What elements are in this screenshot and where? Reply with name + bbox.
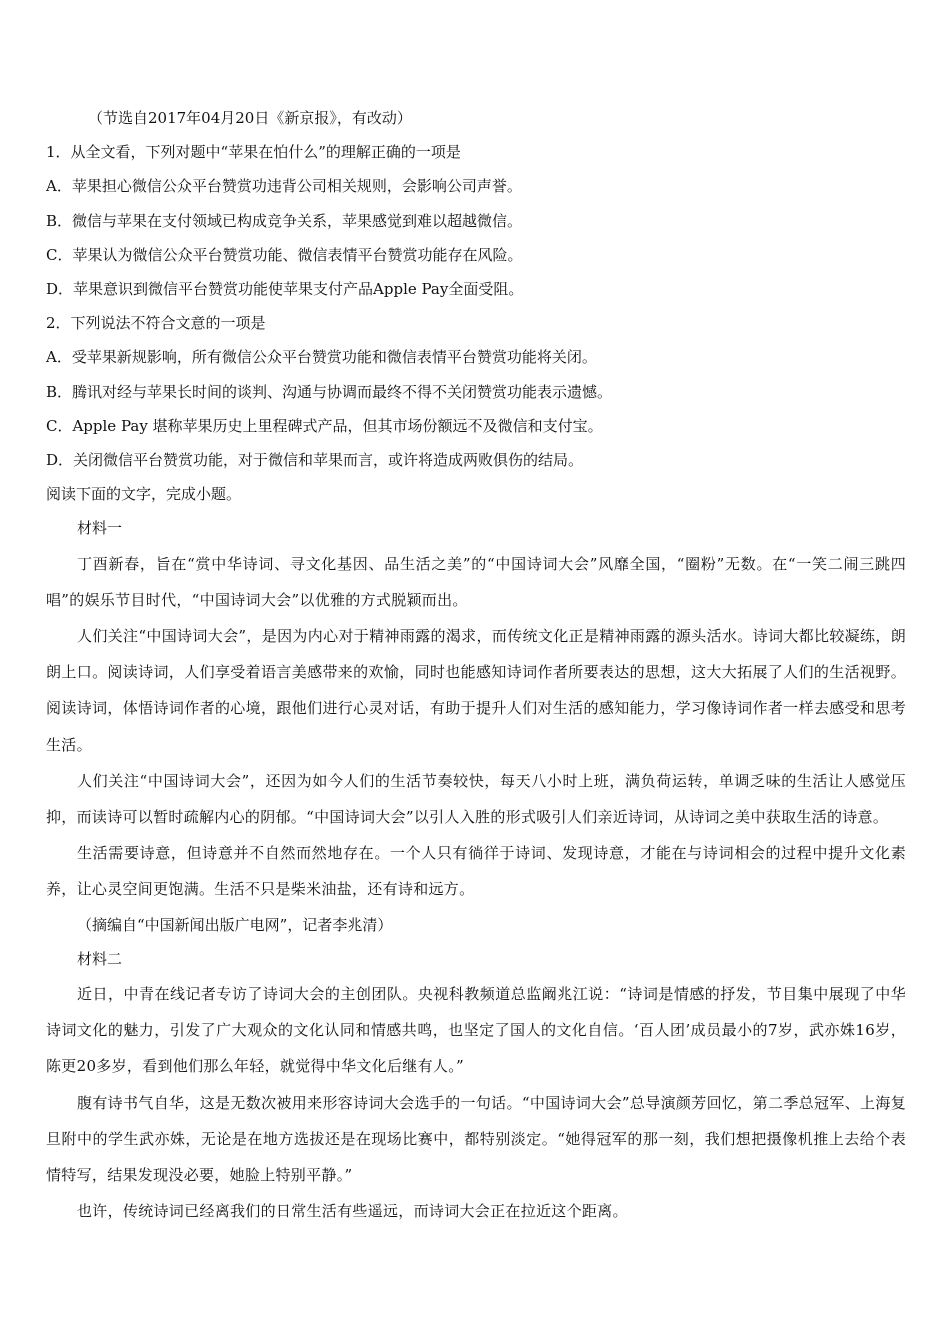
reading-instruction: 阅读下面的文字，完成小题。 [46,485,242,504]
question-2-option-d: D．关闭微信平台赞赏功能，对于微信和苹果而言，或许将造成两败俱伤的结局。 [46,451,584,470]
material-2-paragraph: 也许，传统诗词已经离我们的日常生活有些遥远，而诗词大会正在拉近这个距离。 [77,1202,628,1221]
question-1-option-d: D．苹果意识到微信平台赞赏功能使苹果支付产品Apple Pay全面受阻。 [46,280,524,299]
material-1-paragraph: 人们关注“中国诗词大会”，还因为如今人们的生活节奏较快，每天八小时上班，满负荷运转，单调乏味的生活让人感觉压抑，而读诗可以暂时疏解内心的阴郁。“中国诗词大会”以引人入胜的形式吸引人们亲近诗词，从诗词之美中获取生活的诗意。 [46,771,906,827]
material-1-paragraph: 生活需要诗意，但诗意并不自然而然地存在。一个人只有徜徉于诗词、发现诗意，才能在与诗词相会的过程中提升文化素养，让心灵空间更饱满。生活不只是柴米油盐，还有诗和远方。 [46,844,906,899]
material-1-source: （摘编自“中国新闻出版广电网”，记者李兆清） [77,915,393,934]
question-1-option-b: B．微信与苹果在支付领域已构成竞争关系，苹果感觉到难以超越微信。 [46,211,523,230]
material-1-paragraph: 人们关注“中国诗词大会”，是因为内心对于精神雨露的渴求，而传统文化正是精神雨露的源头活水。诗词大都比较凝练，朗朗上口。阅读诗词，人们享受着语言美感带来的欢愉，同时也能感知诗词作者所要表达的思想，这大大拓展了人们的生活视野。阅读诗词，体悟诗词作者的心境，跟他们进行心灵对话，有助于提升人们对生活的感知能力，学习像诗词作者一样去感受和思考生活。 [46,627,906,754]
question-2-option-c: C．Apple Pay 堪称苹果历史上里程碑式产品，但其市场份额远不及微信和支付宝。 [46,416,603,435]
question-2-option-b: B．腾讯对经与苹果长时间的谈判、沟通与协调而最终不得不关闭赞赏功能表示遗憾。 [46,382,613,401]
question-2-option-a: A．受苹果新规影响，所有微信公众平台赞赏功能和微信表情平台赞赏功能将关闭。 [46,348,597,367]
material-1-paragraph: 丁酉新春，旨在“赏中华诗词、寻文化基因、品生活之美”的“中国诗词大会”风靡全国，“圈粉”无数。在“一笑二闹三跳四唱”的娱乐节目时代，“中国诗词大会”以优雅的方式脱颖而出。 [46,554,906,609]
material-1-title: 材料一 [77,519,123,538]
material-2-paragraph: 腹有诗书气自华，这是无数次被用来形容诗词大会选手的一句话。“中国诗词大会”总导演颜芳回忆，第二季总冠军、上海复旦附中的学生武亦姝，无论是在地方选拔还是在现场比赛中，都特别淡定。“她得冠军的那一刻，我们想把摄像机推上去给个表情特写，结果发现没必要，她脸上特别平静。” [46,1093,906,1185]
question-2-stem: 2．下列说法不符合文意的一项是 [46,314,266,333]
question-1-option-a: A．苹果担心微信公众平台赞赏功违背公司相关规则，会影响公司声誉。 [46,177,522,196]
article-source-note: （节选自2017年04月20日《新京报》，有改动） [88,109,412,127]
material-2-paragraph: 近日，中青在线记者专访了诗词大会的主创团队。央视科教频道总监阚兆江说：“诗词是情感的抒发，节目集中展现了中华诗词文化的魅力，引发了广大观众的文化认同和情感共鸣，也坚定了国人的文化自信。‘百人团’成员最小的7岁，武亦姝16岁，陈更20多岁，看到他们那么年轻，就觉得中华文化后继有人。” [46,985,906,1076]
question-1-option-c: C．苹果认为微信公众平台赞赏功能、微信表情平台赞赏功能存在风险。 [46,245,523,264]
question-1-stem: 1．从全文看，下列对题中“苹果在怕什么”的理解正确的一项是 [46,143,461,162]
material-2-title: 材料二 [77,949,123,968]
